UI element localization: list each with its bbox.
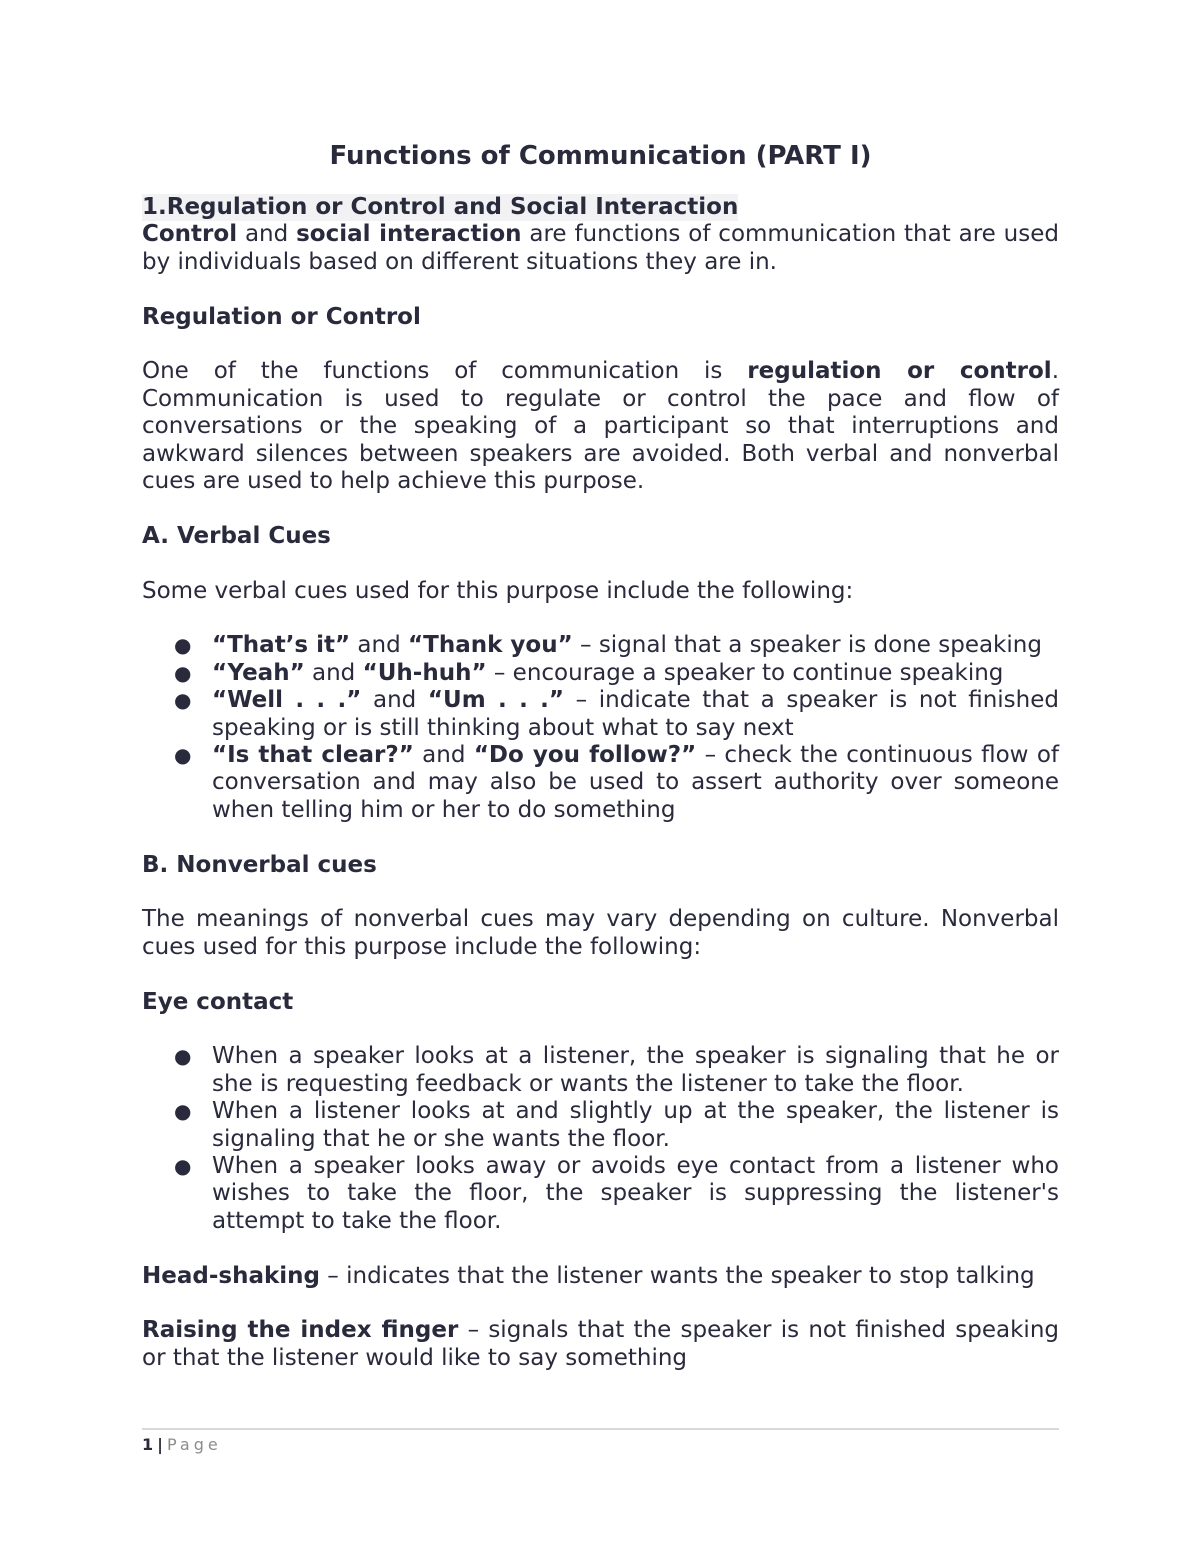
list-item-text: When a speaker looks away or avoids eye contact from a listener who wishes to take the floor, the speaker is suppressing the listener's attempt to take the floor.	[212, 1153, 1059, 1234]
heading-nonverbal-cues: B. Nonverbal cues	[142, 851, 377, 878]
text-fragment: and	[304, 659, 363, 686]
footer-divider	[142, 1428, 1059, 1430]
bullet-icon: ●	[174, 1044, 192, 1069]
cue-phrase: “Thank you”	[408, 632, 573, 659]
term-regulation-control: regulation or control	[747, 358, 1052, 385]
cue-phrase: “Well . . .”	[212, 687, 362, 714]
text-fragment: – indicates that the listener wants the speaker to stop talking	[319, 1262, 1035, 1289]
cue-phrase: “Um . . .”	[427, 687, 564, 714]
list-item	[174, 742, 1059, 824]
list-item	[174, 659, 1059, 687]
heading-eye-contact: Eye contact	[142, 988, 294, 1015]
text-fragment: and	[350, 632, 409, 659]
heading-regulation-control: Regulation or Control	[142, 303, 421, 330]
list-item	[174, 1153, 1059, 1235]
cue-phrase: “Is that clear?”	[212, 742, 414, 769]
cue-phrase: “Yeah”	[212, 659, 305, 686]
bullet-icon: ●	[174, 688, 192, 713]
text-fragment: are functions of communication that are used by individuals based on different situations they are in.	[142, 221, 1059, 275]
list-item	[174, 632, 1059, 659]
text-fragment: and	[361, 687, 428, 714]
regulation-paragraph	[142, 358, 1059, 495]
document-title: Functions of Communication (PART I)	[329, 141, 872, 171]
cue-phrase: “Uh-huh”	[362, 659, 487, 686]
bullet-icon: ●	[174, 660, 192, 685]
text-fragment: – indicate that a speaker is not finished speaking or is still thinking about what to say next	[212, 687, 1059, 741]
verbal-intro: Some verbal cues used for this purpose include the following:	[142, 577, 854, 604]
term-head-shaking: Head-shaking	[142, 1262, 320, 1289]
section-heading-regulation-social: 1.Regulation or Control and Social Interaction	[142, 194, 739, 220]
page-footer	[142, 1434, 222, 1456]
term-social-interaction: social interaction	[296, 221, 522, 248]
text-fragment: – signal that a speaker is done speaking	[572, 632, 1042, 659]
text-fragment: – check the continuous flow of conversation and may also be used to assert authority over someone when telling him or her to do something	[212, 742, 1059, 823]
bullet-icon: ●	[174, 1099, 192, 1124]
text-fragment: – encourage a speaker to continue speaking	[486, 659, 1004, 686]
list-item	[174, 1043, 1059, 1098]
text-fragment: and	[413, 742, 474, 769]
cue-phrase: “That’s it”	[212, 632, 351, 659]
bullet-icon: ●	[174, 1154, 192, 1179]
bullet-icon: ●	[174, 743, 192, 768]
text-fragment: – signals that the speaker is not finished speaking or that the listener would like to say something	[142, 1317, 1059, 1371]
bullet-icon: ●	[174, 633, 192, 658]
term-raising-index-finger: Raising the index finger	[142, 1317, 459, 1344]
text-fragment: . Communication is used to regulate or control the pace and flow of conversations or the speaking of a participant so that interruptions and awkward silences between speakers are avoided. Both verbal and nonverbal cues are used to help achieve this purpose.	[142, 358, 1059, 495]
nonverbal-intro: The meanings of nonverbal cues may vary depending on culture. Nonverbal cues used for this purpose include the following:	[142, 906, 1059, 960]
text-fragment: and	[237, 221, 297, 248]
page-number: 1	[142, 1435, 154, 1454]
cue-phrase: “Do you follow?”	[473, 742, 697, 769]
term-control: Control	[142, 221, 238, 248]
list-item-text: When a speaker looks at a listener, the speaker is signaling that he or she is requesting feedback or wants the listener to take the floor.	[212, 1043, 1059, 1097]
section-intro-paragraph	[142, 221, 1059, 276]
verbal-cues-list	[142, 632, 1059, 824]
text-fragment: One of the functions of communication is	[142, 358, 748, 385]
list-item-text: When a listener looks at and slightly up at the speaker, the listener is signaling that he or she wants the floor.	[212, 1098, 1059, 1152]
page-label: Page	[166, 1435, 222, 1454]
footer-separator: |	[157, 1435, 163, 1454]
list-item	[174, 687, 1059, 742]
index-finger-paragraph	[142, 1317, 1059, 1372]
document-page	[142, 130, 1059, 1372]
heading-verbal-cues: A. Verbal Cues	[142, 522, 331, 549]
head-shaking-paragraph	[142, 1263, 1059, 1290]
eye-contact-list	[142, 1043, 1059, 1235]
list-item	[174, 1098, 1059, 1153]
